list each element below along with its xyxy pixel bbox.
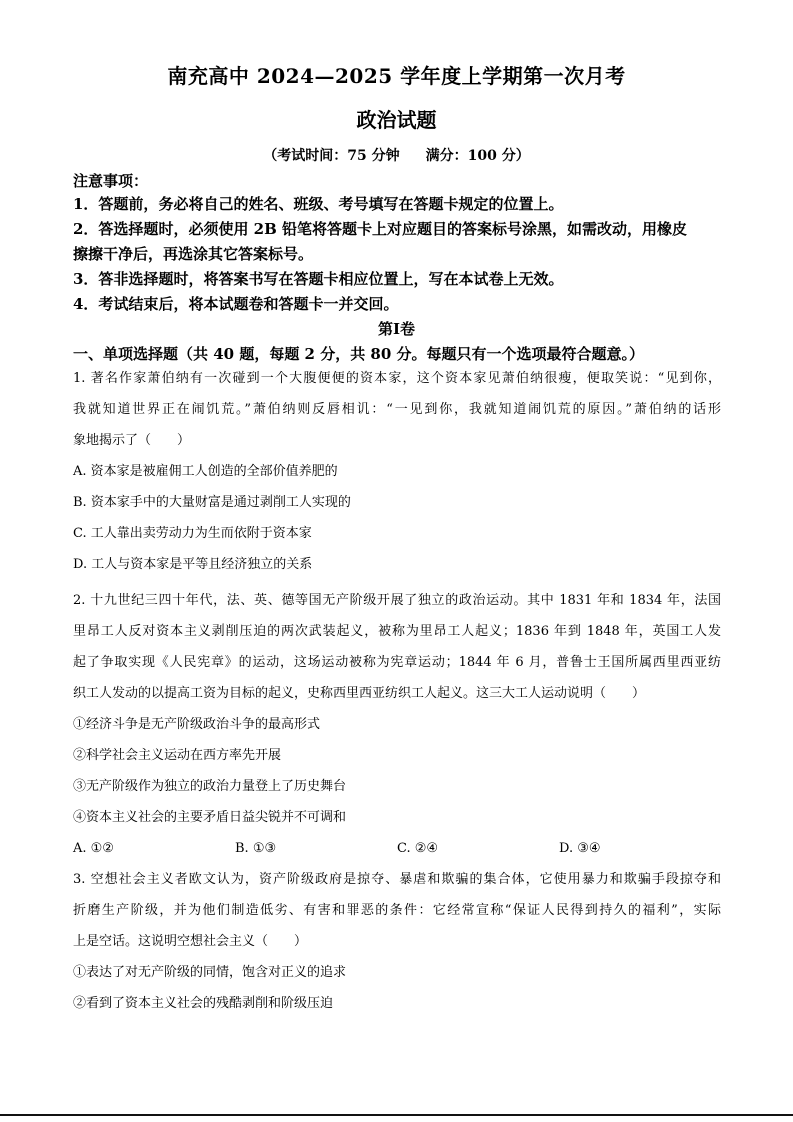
question-text-line: 折磨生产阶级，并为他们制造低劣、有害和罪恶的条件：它经常宣称“保证人民得到持久的福利”，实际 — [73, 903, 721, 918]
note-item: 3．答非选择题时，将答案书写在答题卡相应位置上，写在本试卷上无效。 — [73, 270, 564, 288]
notes-heading: 注意事项： — [73, 172, 149, 190]
question-text-line: 织工人发动的以提高工资为目标的起义，史称西里西亚纺织工人起义。这三大工人运动说明（ ） — [73, 686, 646, 701]
option-c: C. ②④ — [397, 841, 439, 856]
page-bottom-rule — [0, 1114, 793, 1116]
question-text-line: 2. 十九世纪三四十年代，法、英、德等国无产阶级开展了独立的政治运动。其中 1831 年和 1834 年，法国 — [73, 593, 721, 608]
exam-time: （考试时间：75 分钟 — [263, 148, 400, 164]
part-title: 第Ⅰ卷 — [377, 320, 416, 338]
question-text-line: 上是空话。这说明空想社会主义（ ） — [73, 934, 308, 949]
question-text-line: 起了争取实现《人民宪章》的运动，这场运动被称为宪章运动；1844 年 6 月，普鲁士王国所属西里西亚纺 — [73, 655, 721, 670]
note-item: 擦擦干净后，再选涂其它答案标号。 — [73, 245, 314, 263]
question-1 — [73, 363, 721, 580]
section-heading: 一、单项选择题（共 40 题，每题 2 分，共 80 分。每题只有一个选项最符合题意。） — [73, 345, 645, 363]
exam-score: 满分：100 分） — [425, 148, 530, 164]
question-text-line: 3. 空想社会主义者欧文认为，资产阶级政府是掠夺、暴虐和欺骗的集合体，它使用暴力和欺骗手段掠夺和 — [73, 872, 721, 887]
option-b: B. 资本家手中的大量财富是通过剥削工人实现的 — [73, 495, 351, 510]
page-subtitle: 政治试题 — [356, 108, 437, 132]
option-c: C. 工人靠出卖劳动力为生而依附于资本家 — [73, 526, 312, 541]
statement-item: ②科学社会主义运动在西方率先开展 — [73, 748, 282, 763]
option-a: A. 资本家是被雇佣工人创造的全部价值养肥的 — [73, 464, 338, 479]
note-item: 2．答选择题时，必须使用 2B 铅笔将答题卡上对应题目的答案标号涂黑，如需改动，用橡皮 — [73, 220, 688, 238]
question-text-line: 我就知道世界正在闹饥荒。”萧伯纳则反唇相讥：“一见到你，我就知道闹饥荒的原因。”萧伯纳的话形 — [73, 402, 721, 417]
question-text-line: 里昂工人反对资本主义剥削压迫的两次武装起义，被称为里昂工人起义；1836 年到 1848 年，英国工人发 — [73, 624, 721, 639]
notes-section — [73, 170, 723, 317]
option-a: A. ①② — [73, 841, 114, 856]
note-item: 4．考试结束后，将本试题卷和答题卡一并交回。 — [73, 295, 399, 313]
statement-item: ④资本主义社会的主要矛盾日益尖锐并不可调和 — [73, 810, 347, 825]
note-item: 1．答题前，务必将自己的姓名、班级、考号填写在答题卡规定的位置上。 — [73, 195, 564, 213]
question-3 — [73, 864, 721, 1019]
option-d: D. 工人与资本家是平等且经济独立的关系 — [73, 557, 313, 572]
statement-item: ②看到了资本主义社会的残酷剥削和阶级压迫 — [73, 996, 334, 1011]
page-title: 南充高中 2024—2025 学年度上学期第一次月考 — [167, 64, 626, 88]
statement-item: ③无产阶级作为独立的政治力量登上了历史舞台 — [73, 779, 347, 794]
question-text-line: 1. 著名作家萧伯纳有一次碰到一个大腹便便的资本家，这个资本家见萧伯纳很瘦，便取笑说：“见到你， — [73, 371, 721, 386]
statement-item: ①表达了对无产阶级的同情，饱含对正义的追求 — [73, 965, 347, 980]
statement-item: ①经济斗争是无产阶级政治斗争的最高形式 — [73, 717, 321, 732]
question-text-line: 象地揭示了（ ） — [73, 433, 191, 448]
option-b: B. ①③ — [235, 841, 277, 856]
question-2 — [73, 585, 721, 833]
exam-info — [0, 145, 793, 165]
option-d: D. ③④ — [559, 841, 601, 856]
